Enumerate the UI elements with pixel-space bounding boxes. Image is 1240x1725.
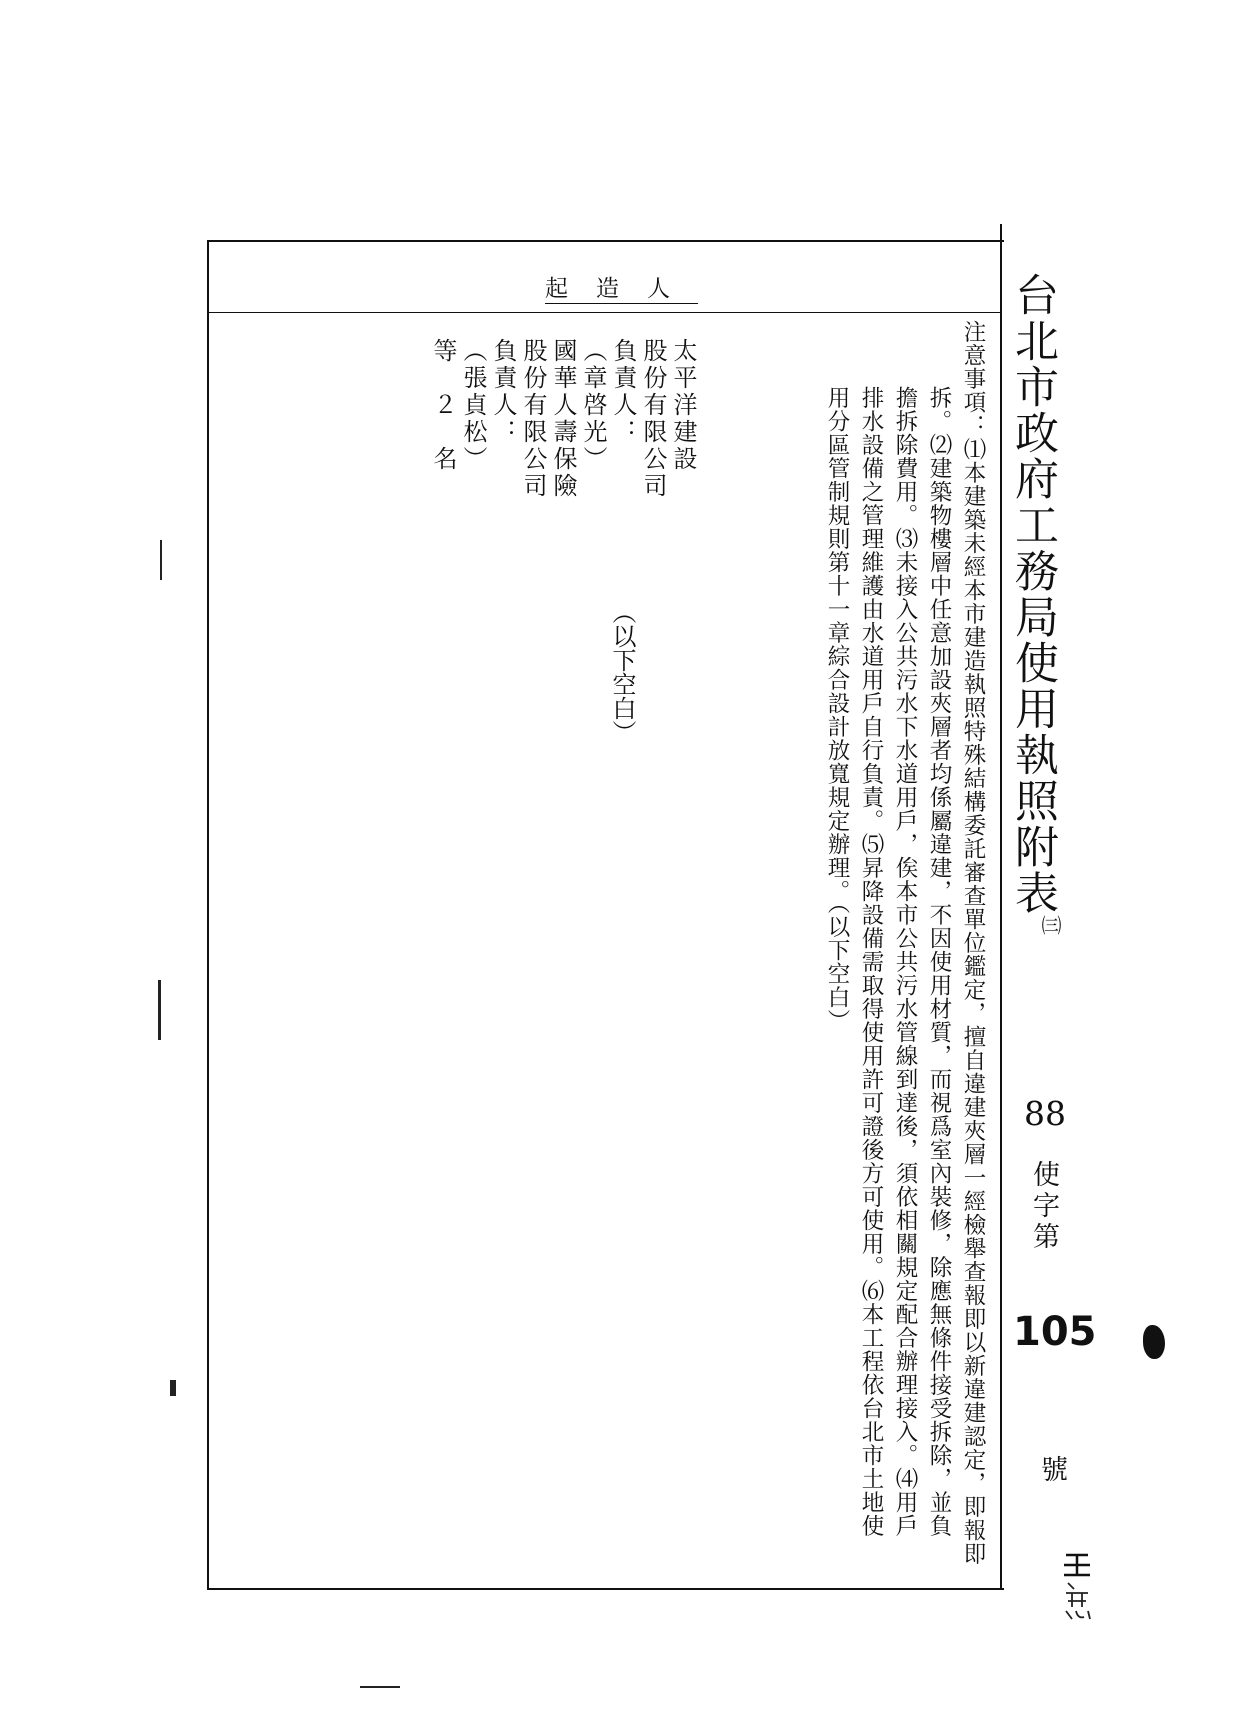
applicant-line: （章啓光） <box>579 338 607 473</box>
title-column-divider <box>1000 224 1002 1588</box>
notes-line: 注意事項：⑴本建築未經本市建造執照特殊結構委託審查單位鑑定，擅自違建夾層一經檢舉查報即以新違建認定，即報即 <box>960 320 986 1566</box>
permit-prefix: 使字第 <box>1028 1160 1059 1253</box>
notes-line: 拆。⑵建築物樓層中任意加設夾層者均係屬違建，不因使用材質，而視爲室內裝修，除應無條件接受拆除，並負 <box>926 386 952 1538</box>
permit-number: 105 <box>1013 1309 1097 1355</box>
notes-line: 擔拆除費用。⑶未接入公共污水下水道用戶，俟本市公共污水管線到達後，須依相關規定配合辦理接入。⑷用戶 <box>892 386 918 1538</box>
ink-blot <box>1143 1325 1165 1359</box>
permit-year: 88 <box>1024 1094 1066 1133</box>
notes-section <box>790 320 990 1580</box>
blank-note: （以下空白） <box>608 600 636 744</box>
scan-speck <box>170 1380 176 1396</box>
applicant-line: 負責人： <box>489 338 517 446</box>
applicant-line: 股份有限公司 <box>519 338 547 500</box>
scan-speck <box>158 980 161 1040</box>
signature-image <box>1060 1549 1094 1629</box>
applicant-line: （張貞松） <box>459 338 487 473</box>
document-title: 台北市政府工務局使用執照附表 <box>1007 272 1058 916</box>
applicant-line: 負責人： <box>609 338 637 446</box>
applicant-line: 等 ２ 名 <box>429 338 457 473</box>
notes-line: 用分區管制規則第十一章綜合設計放寬規定辦理。（以下空白） <box>824 386 850 1033</box>
applicant-line: 國華人壽保險 <box>549 338 577 500</box>
header-divider <box>207 312 1002 313</box>
title-suffix: ㈢ <box>1038 915 1062 935</box>
applicant-line: 股份有限公司 <box>639 338 667 500</box>
handwritten-signature <box>1060 1532 1120 1629</box>
applicant-line: 太平洋建設 <box>669 338 697 473</box>
scan-speck <box>160 540 162 580</box>
notes-line: 排水設備之管理維護由水道用戶自行負責。⑸昇降設備需取得使用許可證後方可使用。⑹本工程依台北市土地使 <box>858 386 884 1538</box>
owner-label: 起造人 <box>545 276 698 302</box>
permit-suffix: 號 <box>1036 1455 1067 1482</box>
scan-speck <box>360 1686 400 1688</box>
